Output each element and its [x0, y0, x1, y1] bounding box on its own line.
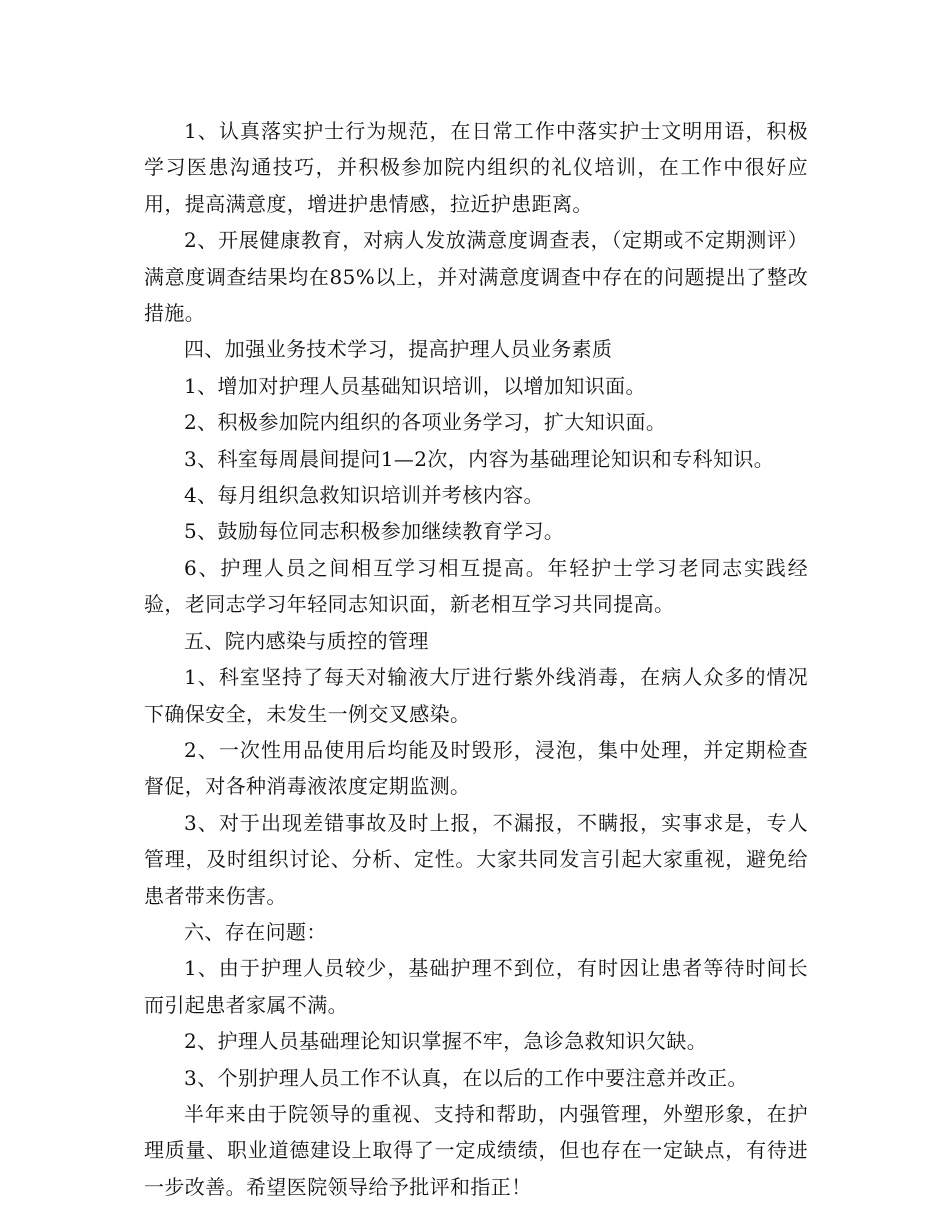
paragraph-item-5-3: 3、对于出现差错事故及时上报，不漏报，不瞒报，实事求是，专人管理，及时组织讨论、分析、定性。大家共同发言引起大家重视，避免给患者带来伤害。	[144, 810, 808, 908]
paragraph-item-5-1: 1、科室坚持了每天对输液大厅进行紫外线消毒，在病人众多的情况下确保安全，未发生一例交叉感染。	[144, 665, 808, 726]
section-heading-4: 四、加强业务技术学习，提高护理人员业务素质	[184, 337, 613, 362]
paragraph-item-4-3: 3、科室每周晨间提问1—2次，内容为基础理论知识和专科知识。	[184, 446, 775, 471]
paragraph-item-4-4: 4、每月组织急救知识培训并考核内容。	[184, 483, 544, 508]
paragraph-item-6-3: 3、个别护理人员工作不认真，在以后的工作中要注意并改正。	[184, 1065, 748, 1090]
document-body	[144, 113, 808, 1205]
paragraph-item-4-2: 2、积极参加院内组织的各项业务学习，扩大知识面。	[184, 410, 667, 435]
paragraph-item-4-1: 1、增加对护理人员基础知识培训，以增加知识面。	[184, 373, 646, 398]
paragraph-item-4-5: 5、鼓励每位同志积极参加继续教育学习。	[184, 519, 565, 544]
paragraph-conclusion: 半年来由于院领导的重视、支持和帮助，内强管理，外塑形象，在护理质量、职业道德建设上取得了一定成绩绩，但也存在一定缺点，有待进一步改善。希望医院领导给予批评和指正！	[144, 1101, 808, 1199]
paragraph-item-5-2: 2、一次性用品使用后均能及时毁形，浸泡，集中处理，并定期检查督促，对各种消毒液浓度定期监测。	[144, 737, 808, 799]
paragraph-item-6-1: 1、由于护理人员较少，基础护理不到位，有时因让患者等待时间长而引起患者家属不满。	[144, 956, 808, 1017]
paragraph-item-4-6: 6、护理人员之间相互学习相互提高。年轻护士学习老同志实践经验，老同志学习年轻同志知识面，新老相互学习共同提高。	[144, 555, 808, 617]
section-heading-6: 六、存在问题：	[184, 919, 327, 944]
paragraph-health-education: 2、开展健康教育，对病人发放满意度调查表，（定期或不定期测评）满意度调查结果均在85%以上，并对满意度调查中存在的问题提出了整改措施。	[144, 228, 808, 326]
paragraph-item-6-2: 2、护理人员基础理论知识掌握不牢，急诊急救知识欠缺。	[184, 1029, 708, 1054]
paragraph-service-norms: 1、认真落实护士行为规范，在日常工作中落实护士文明用语，积极学习医患沟通技巧，并积极参加院内组织的礼仪培训，在工作中很好应用，提高满意度，增进护患情感，拉近护患距离。	[144, 119, 808, 216]
section-heading-5: 五、院内感染与质控的管理	[184, 628, 429, 653]
